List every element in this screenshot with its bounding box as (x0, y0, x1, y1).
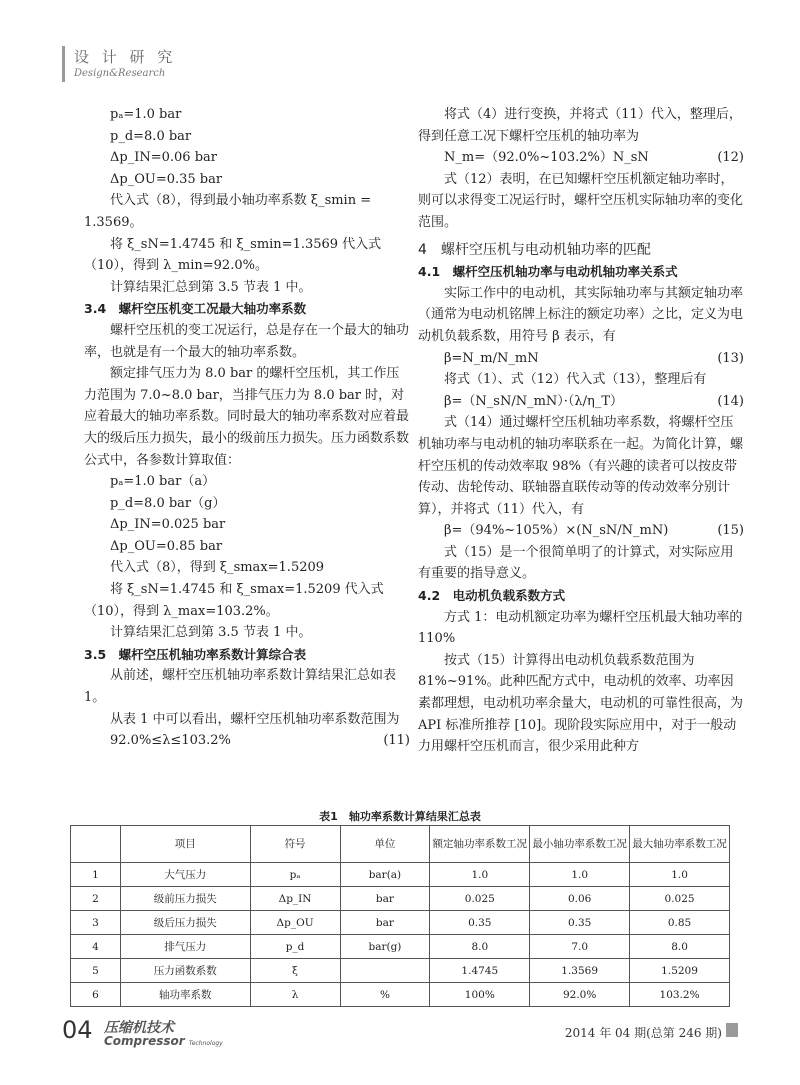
table-cell: Δp_IN (250, 887, 340, 911)
table-cell: 1.4745 (430, 959, 530, 983)
paragraph: 从表 1 中可以看出，螺杆空压机轴功率系数范围为 (110, 711, 400, 727)
equation-number: (12) (717, 150, 744, 166)
summary-table (70, 825, 730, 1007)
table-cell: 92.0% (530, 983, 630, 1007)
paragraph: 将 ξ_sN=1.4745 和 ξ_smax=1.5209 代入式（10），得到 λ_max=103.2%。 (84, 582, 384, 619)
table-row (71, 911, 730, 935)
header-cell: 符号 (250, 826, 340, 863)
table-row (71, 935, 730, 959)
table-cell: 0.025 (630, 887, 730, 911)
equation-14 (418, 391, 744, 413)
equation-number: (14) (717, 393, 744, 409)
table-cell: 8.0 (430, 935, 530, 959)
left-column (84, 104, 410, 752)
paragraph: 代入式（8），得到最小轴功率系数 ξ_smin = 1.3569。 (84, 193, 372, 230)
var-dpin: Δp_IN=0.06 bar (110, 150, 217, 166)
paragraph: 按式（15）计算得出电动机负载系数范围为 81%~91%。此种匹配方式中，电动机的效率、功率因素都理想，电动机功率余量大，电动机的可靠性很高，为 API 标准所推荐 [10]。现阶段实际应用中，对于一般动力用螺杆空压机而言，很少采用此种方 (418, 652, 744, 755)
table-cell: 级前压力损失 (120, 887, 250, 911)
var-pa: pₐ=1.0 bar（a） (110, 474, 216, 490)
table-cell: 4 (71, 935, 121, 959)
footer-square-mark (726, 1023, 738, 1037)
table-cell: 0.35 (530, 911, 630, 935)
table-cell: Δp_OU (250, 911, 340, 935)
paragraph: 实际工作中的电动机，其实际轴功率与其额定轴功率（通常为电动机铭牌上标注的额定功率）之比，定义为电动机负载系数，用符号 β 表示，有 (418, 285, 744, 344)
table-cell (340, 959, 430, 983)
header-cell: 最小轴功率系数工况 (530, 826, 630, 863)
equation-15 (418, 520, 744, 542)
table-cell: 0.06 (530, 887, 630, 911)
table-cell: p_d (250, 935, 340, 959)
table-cell: 0.025 (430, 887, 530, 911)
table-cell: 排气压力 (120, 935, 250, 959)
var-pd: p_d=8.0 bar（g） (110, 495, 226, 511)
logo-en: Compressor Technology (104, 1034, 223, 1048)
table-cell: 1 (71, 863, 121, 887)
paragraph: 式（14）通过螺杆空压机轴功率系数，将螺杆空压机轴功率与电动机的轴功率联系在一起。为简化计算，螺杆空压机的传动效率取 98%（有兴趣的读者可以按皮带传动、齿轮传动、联轴器直联传动等的传动效率分别计算），并将式（11）代入，有 (418, 415, 744, 517)
table-cell: bar(a) (340, 863, 430, 887)
table-header-row (71, 826, 730, 863)
table-cell: 0.85 (630, 911, 730, 935)
table-caption: 表1 轴功率系数计算结果汇总表 (319, 810, 481, 823)
equation-11 (84, 730, 410, 752)
header-cell: 最大轴功率系数工况 (630, 826, 730, 863)
journal-logo (104, 1017, 223, 1048)
table-cell: 5 (71, 959, 121, 983)
section-heading-3-5: 3.5 螺杆空压机轴功率系数计算综合表 (84, 646, 307, 662)
paragraph: 方式 1：电动机额定功率为螺杆空压机最大轴功率的 110% (418, 609, 743, 647)
paragraph: 代入式（8），得到 ξ_smax=1.5209 (110, 560, 325, 576)
equation-number: (11) (383, 733, 410, 749)
table-cell: 6 (71, 983, 121, 1007)
table-cell: 大气压力 (120, 863, 250, 887)
header-cell: 额定轴功率系数工况 (430, 826, 530, 863)
table-row (71, 959, 730, 983)
table-cell: bar (340, 887, 430, 911)
section-heading-4-2: 4.2 电动机负载系数方式 (418, 588, 566, 604)
var-dpin: Δp_IN=0.025 bar (110, 517, 226, 533)
table-cell: 1.0 (430, 863, 530, 887)
table-row (71, 887, 730, 911)
section-heading-3-4: 3.4 螺杆空压机变工况最大轴功率系数 (84, 301, 307, 317)
header-cell: 项目 (120, 826, 250, 863)
table-cell: 级后压力损失 (120, 911, 250, 935)
paragraph: 式（15）是一个很简单明了的计算式，对实际应用有重要的指导意义。 (418, 544, 734, 582)
var-pd: p_d=8.0 bar (110, 128, 192, 144)
table-cell: 0.35 (430, 911, 530, 935)
issue-info: 2014 年 04 期(总第 246 期) (564, 1026, 722, 1040)
var-dpou: Δp_OU=0.85 bar (110, 538, 223, 554)
table-cell: pₐ (250, 863, 340, 887)
table-cell: 1.0 (630, 863, 730, 887)
paragraph: 将式（4）进行变换，并将式（11）代入，整理后，得到任意工况下螺杆空压机的轴功率为 (418, 107, 742, 144)
table-cell: 103.2% (630, 983, 730, 1007)
table-row (71, 863, 730, 887)
section-heading-4-1: 4.1 螺杆空压机轴功率与电动机轴功率关系式 (418, 264, 678, 280)
paragraph: 式（12）表明，在已知螺杆空压机额定轴功率时，则可以求得变工况运行时，螺杆空压机实际轴功率的变化范围。 (418, 171, 744, 230)
header-bar (62, 46, 65, 82)
var-pa: pₐ=1.0 bar (110, 107, 182, 122)
paragraph: 计算结果汇总到第 3.5 节表 1 中。 (110, 279, 312, 295)
table-cell: % (340, 983, 430, 1007)
paragraph: 将 ξ_sN=1.4745 和 ξ_smin=1.3569 代入式（10），得到 λ_min=92.0%。 (84, 236, 382, 274)
section-heading-4: 4 螺杆空压机与电动机轴功率的匹配 (418, 241, 651, 258)
table-cell: 1.0 (530, 863, 630, 887)
table-cell: 3 (71, 911, 121, 935)
table-cell: 1.5209 (630, 959, 730, 983)
table-row (71, 983, 730, 1007)
equation-text: N_m=（92.0%~103.2%）N_sN (444, 150, 649, 166)
equation-text: β=（N_sN/N_mN）·（λ/η_T） (444, 393, 623, 409)
paragraph: 计算结果汇总到第 3.5 节表 1 中。 (110, 625, 312, 641)
table-cell: 7.0 (530, 935, 630, 959)
logo-cn: 压缩机技术 (104, 1020, 174, 1036)
equation-number: (15) (717, 523, 744, 539)
equation-13 (418, 348, 744, 370)
header-cell (71, 826, 121, 863)
table-cell: bar(g) (340, 935, 430, 959)
paragraph: 额定排气压力为 8.0 bar 的螺杆空压机，其工作压力范围为 7.0~8.0 bar，当排气压力为 8.0 bar 时，对应着最大的轴功率系数。同时最大的轴功率系数对应着最大的级后压力损失，最小的级前压力损失。压力函数系数公式中，各参数计算取值： (84, 366, 410, 468)
table-cell: 100% (430, 983, 530, 1007)
var-dpou: Δp_OU=0.35 bar (110, 171, 223, 187)
paragraph: 从前述，螺杆空压机轴功率系数计算结果汇总如表 1。 (84, 668, 397, 706)
equation-text: β=（94%~105%）×(N_sN/N_mN) (444, 523, 669, 539)
section-title: 设 计 研 究 (74, 48, 177, 66)
section-subtitle: Design&Research (74, 68, 166, 79)
equation-text: 92.0%≤λ≤103.2% (110, 733, 231, 749)
table-cell: λ (250, 983, 340, 1007)
equation-12 (418, 147, 744, 169)
table-cell: 轴功率系数 (120, 983, 250, 1007)
table-cell: 1.3569 (530, 959, 630, 983)
equation-text: β=N_m/N_mN (444, 350, 539, 366)
table-cell: ξ (250, 959, 340, 983)
page-number: 04 (62, 1016, 93, 1044)
table-cell: 2 (71, 887, 121, 911)
paragraph: 螺杆空压机的变工况运行，总是存在一个最大的轴功率，也就是有一个最大的轴功率系数。 (84, 322, 410, 360)
table-cell: 压力函数系数 (120, 959, 250, 983)
header-cell: 单位 (340, 826, 430, 863)
table-cell: 8.0 (630, 935, 730, 959)
right-column (418, 104, 744, 758)
equation-number: (13) (717, 350, 744, 366)
table-cell: bar (340, 911, 430, 935)
paragraph: 将式（1）、式（12）代入式（13），整理后有 (444, 372, 707, 388)
